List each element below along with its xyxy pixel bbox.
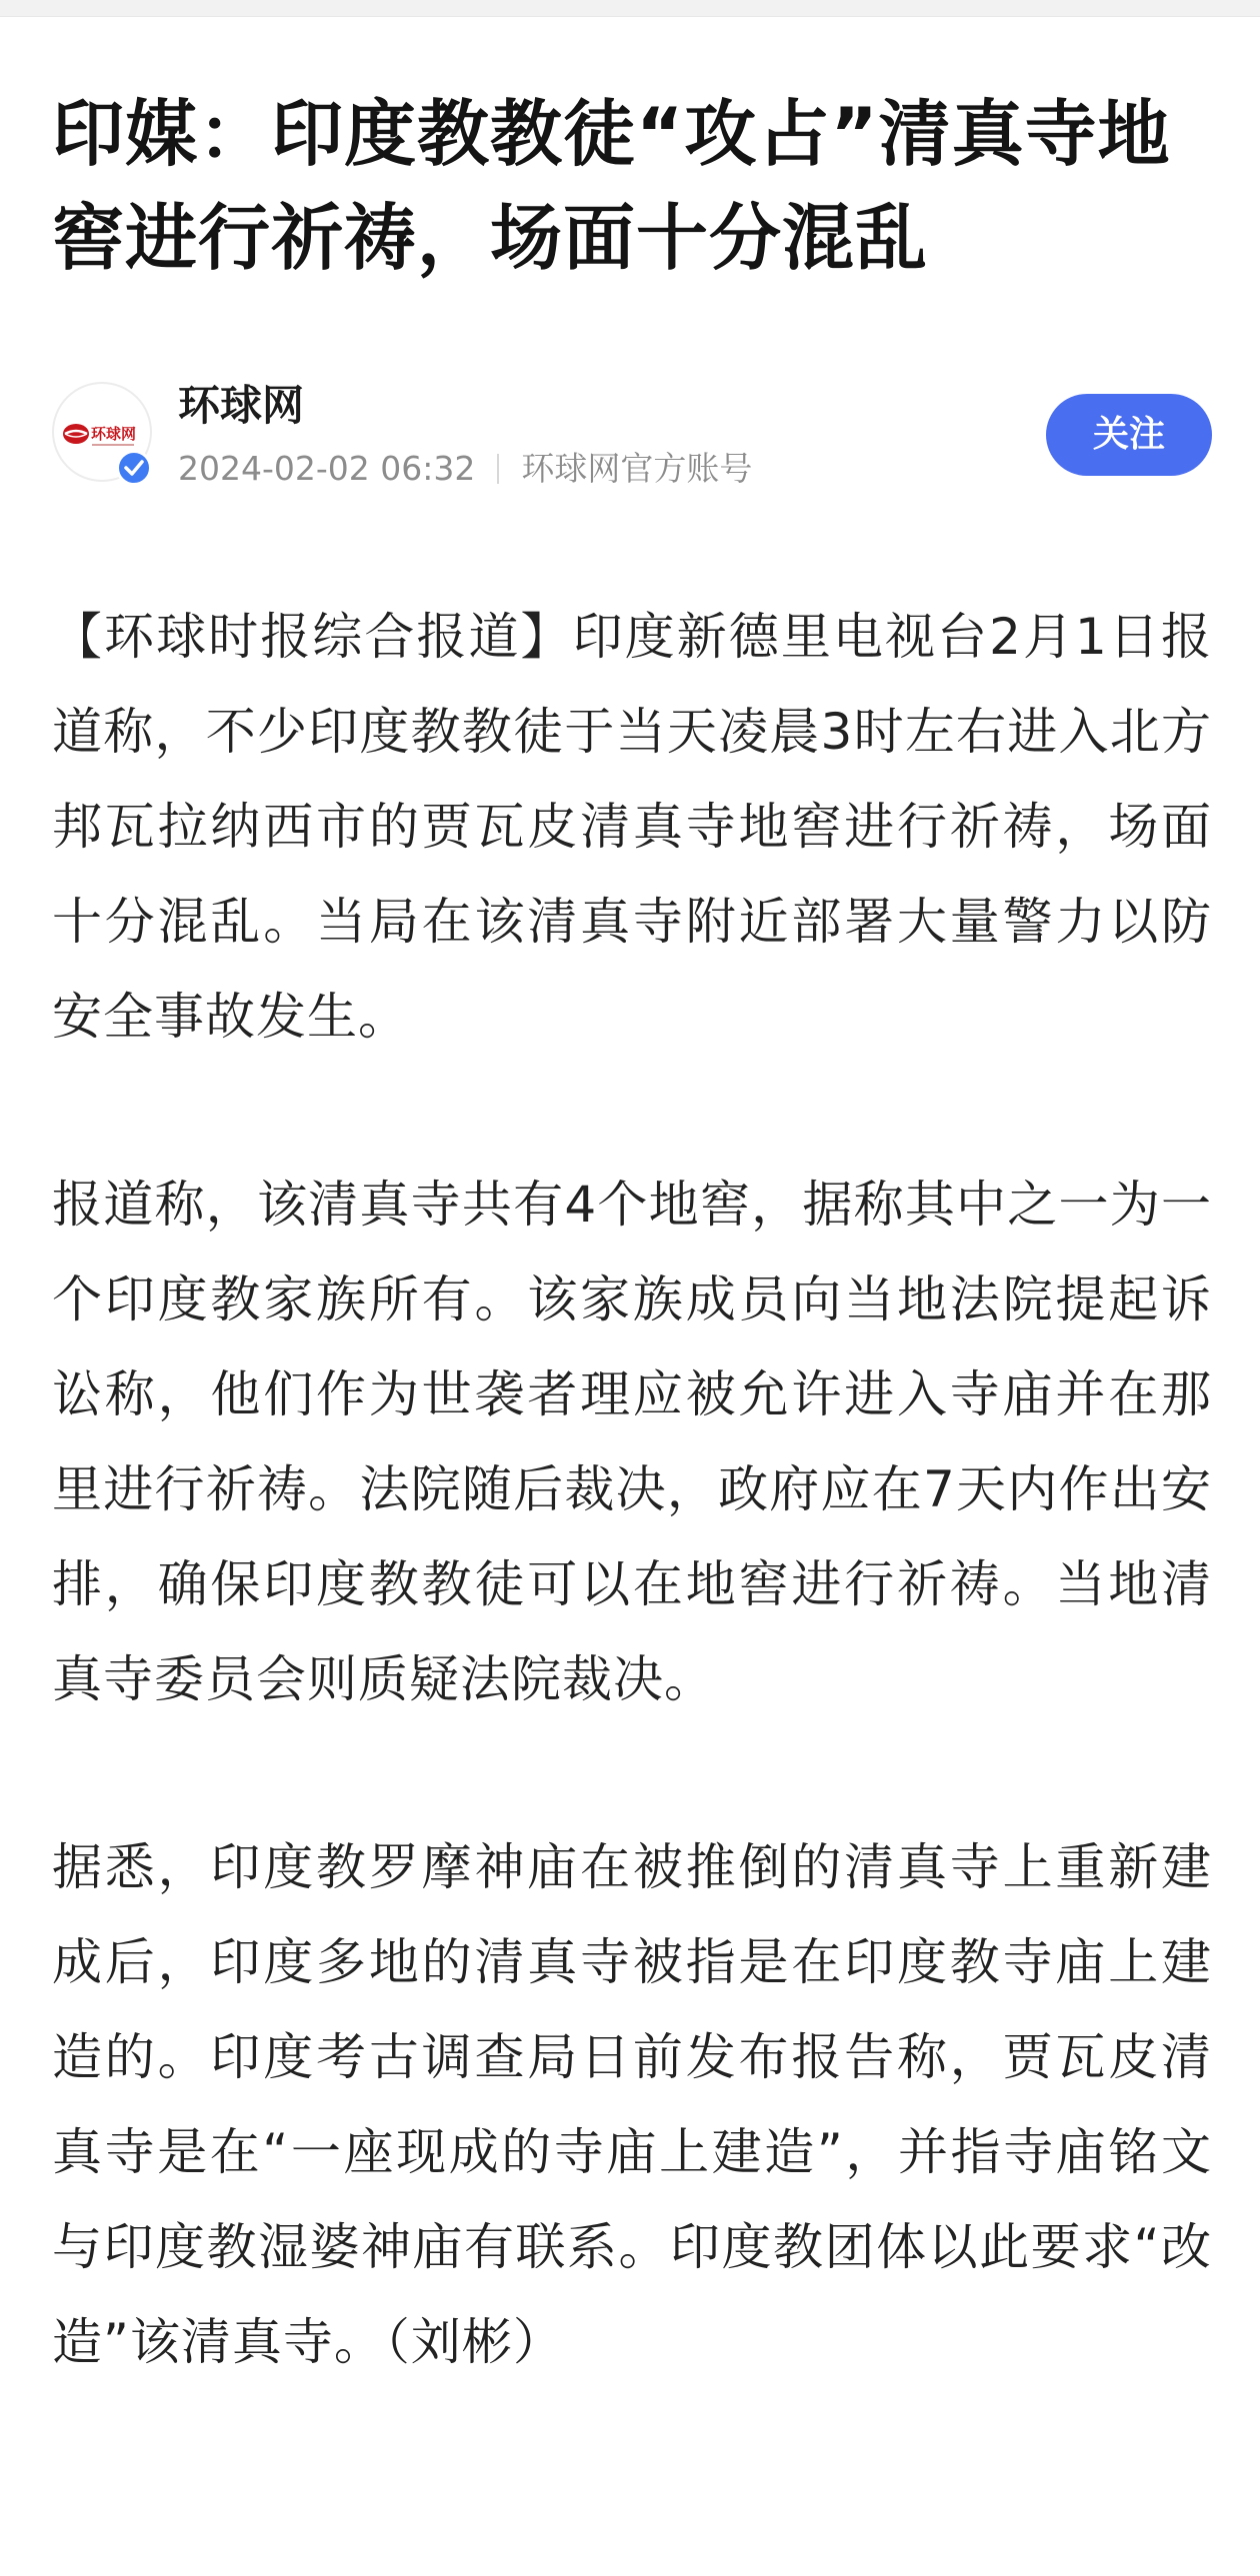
follow-button[interactable]: 关注 xyxy=(1046,394,1212,476)
article-title: 印媒：印度教教徒“攻占”清真寺地窖进行祈祷，场面十分混乱 xyxy=(52,92,1171,280)
paragraph-2: 报道称，该清真寺共有4个地窖，据称其中之一为一个印度教家族所有。该家族成员向当地法院提起诉讼称，他们作为世袭者理应被允许进入寺庙并在那里进行祈祷。法院随后裁决，政府应在7天内作出安排，确保印度教教徒可以在地窖进行祈祷。当地清真寺委员会则质疑法院裁决。 xyxy=(52,1176,1212,1708)
publish-date: 2024-02-02 06:32 xyxy=(178,449,476,488)
paragraph-3: 据悉，印度教罗摩神庙在被推倒的清真寺上重新建成后，印度多地的清真寺被指是在印度教寺庙上建造的。印度考古调查局日前发布报告称，贾瓦皮清真寺是在“一座现成的寺庙上建造”，并指寺庙铭文与印度教湿婆神庙有联系。印度教团体以此要求“改造”该清真寺。（刘彬） xyxy=(52,1838,1212,2371)
author-row xyxy=(52,380,1212,500)
avatar-logo-text: 环球网 xyxy=(91,425,137,443)
author-meta xyxy=(178,448,752,490)
verified-check-icon xyxy=(116,450,152,486)
author-name[interactable]: 环球网 xyxy=(178,381,305,430)
paragraph-1: 【环球时报综合报道】印度新德里电视台2月1日报道称，不少印度教教徒于当天凌晨3时左右进入北方邦瓦拉纳西市的贾瓦皮清真寺地窖进行祈祷，场面十分混乱。当局在该清真寺附近部署大量警力以防安全事故发生。 xyxy=(52,608,1212,1046)
top-divider xyxy=(0,0,1260,17)
article-body xyxy=(52,590,1212,2483)
account-type: 环球网官方账号 xyxy=(521,449,753,488)
meta-divider xyxy=(497,454,499,484)
